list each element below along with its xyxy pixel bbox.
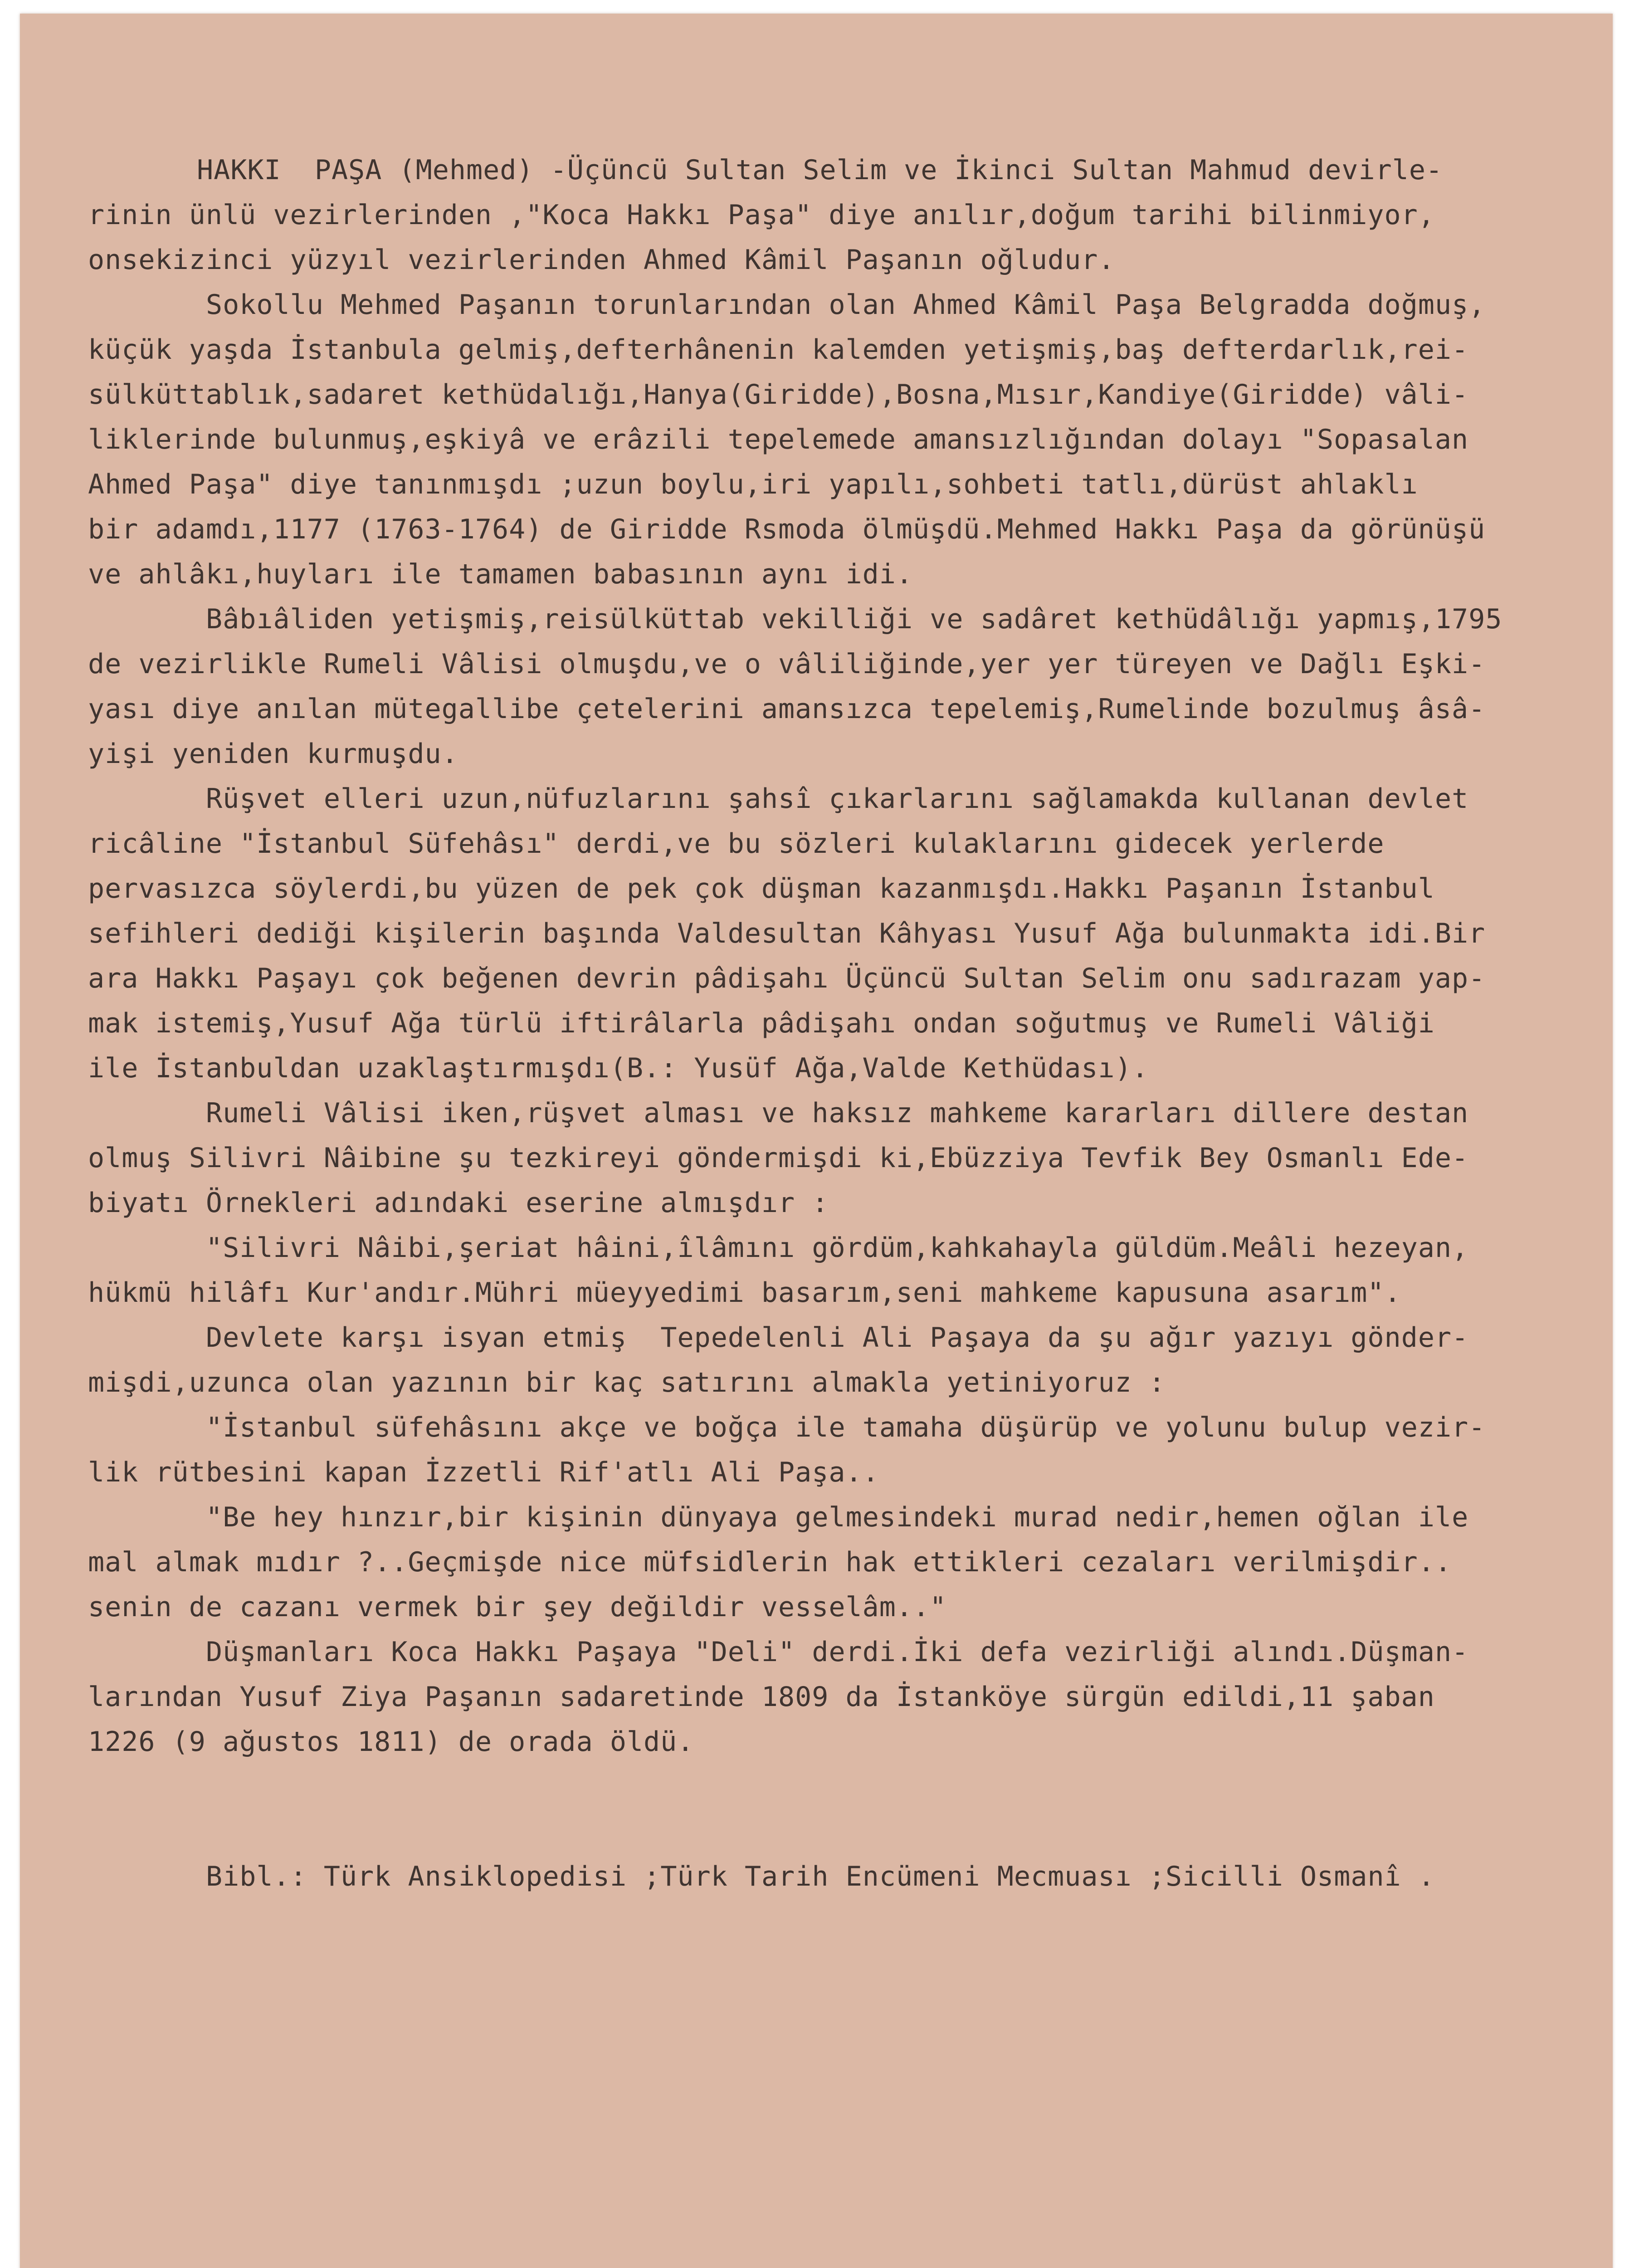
text-line: küçük yaşda İstanbula gelmiş,defterhânenin kalemden yetişmiş,baş defterdarlık,rei- xyxy=(88,334,1469,366)
text-line: "Be hey hınzır,bir kişinin dünyaya gelmesindeki murad nedir,hemen oğlan ile xyxy=(206,1501,1469,1533)
text-line: ara Hakkı Paşayı çok beğenen devrin pâdişahı Üçüncü Sultan Selim onu sadırazam yap- xyxy=(88,963,1486,994)
text-line: mişdi,uzunca olan yazının bir kaç satırını almakla yetiniyoruz : xyxy=(88,1367,1166,1398)
typed-paper-sheet xyxy=(20,14,1613,2268)
text-line: Rumeli Vâlisi iken,rüşvet alması ve haksız mahkeme kararları dillere destan xyxy=(206,1097,1469,1129)
text-line: pervasızca söylerdi,bu yüzen de pek çok düşman kazanmışdı.Hakkı Paşanın İstanbul xyxy=(88,873,1435,904)
text-line: hükmü hilâfı Kur'andır.Mühri müeyyedimi basarım,seni mahkeme kapusuna asarım". xyxy=(88,1277,1401,1309)
text-line: Bâbıâliden yetişmiş,reisülküttab vekilliği ve sadâret kethüdâlığı yapmış,1795 xyxy=(206,603,1502,635)
bibliography: Bibl.: Türk Ansiklopedisi ;Türk Tarih Encümeni Mecmuası ;Sicilli Osmanî . xyxy=(206,1861,1435,1892)
text-line: ricâline "İstanbul Süfehâsı" derdi,ve bu sözleri kulaklarını gidecek yerlerde xyxy=(88,828,1385,860)
text-line: biyatı Örnekleri adındaki eserine almışdır : xyxy=(88,1187,829,1219)
text-line: Rüşvet elleri uzun,nüfuzlarını şahsî çıkarlarını sağlamakda kullanan devlet xyxy=(206,783,1469,815)
blank-space xyxy=(88,1765,1594,1854)
text-line: bir adamdı,1177 (1763-1764) de Giridde Rsmoda ölmüşdü.Mehmed Hakkı Paşa da görünüşü xyxy=(88,513,1486,545)
text-line: Ahmed Paşa" diye tanınmışdı ;uzun boylu,iri yapılı,sohbeti tatlı,dürüst ahlaklı xyxy=(88,469,1418,500)
text-line: mal almak mıdır ?..Geçmişde nice müfsidlerin hak ettikleri cezaları verilmişdir.. xyxy=(88,1546,1452,1578)
text-line: lik rütbesini kapan İzzetli Rif'atlı Ali Paşa.. xyxy=(88,1457,879,1488)
text-line: HAKKI PAŞA (Mehmed) -Üçüncü Sultan Selim ve İkinci Sultan Mahmud devirle- xyxy=(197,154,1443,186)
text-line: yişi yeniden kurmuşdu. xyxy=(88,738,458,770)
document-body xyxy=(88,148,1594,1899)
text-line: sefihleri dediği kişilerin başında Valdesultan Kâhyası Yusuf Ağa bulunmakta idi.Bir xyxy=(88,918,1486,949)
text-line: Sokollu Mehmed Paşanın torunlarından olan Ahmed Kâmil Paşa Belgradda doğmuş, xyxy=(206,289,1486,321)
text-line: rinin ünlü vezirlerinden ,"Koca Hakkı Paşa" diye anılır,doğum tarihi bilinmiyor, xyxy=(88,199,1435,231)
text-line: mak istemiş,Yusuf Ağa türlü iftirâlarla pâdişahı ondan soğutmuş ve Rumeli Vâliği xyxy=(88,1007,1435,1039)
text-line: liklerinde bulunmuş,eşkiyâ ve erâzili tepelemede amansızlığından dolayı "Sopasalan xyxy=(88,424,1469,455)
text-line: larından Yusuf Ziya Paşanın sadaretinde 1809 da İstanköye sürgün edildi,11 şaban xyxy=(88,1681,1435,1713)
text-line: 1226 (9 ağustos 1811) de orada öldü. xyxy=(88,1726,694,1758)
text-line: "İstanbul süfehâsını akçe ve boğça ile tamaha düşürüp ve yolunu bulup vezir- xyxy=(206,1412,1486,1443)
text-line: Düşmanları Koca Hakkı Paşaya "Deli" derdi.İki defa vezirliği alındı.Düşman- xyxy=(206,1636,1469,1668)
text-line: senin de cazanı vermek bir şey değildir vesselâm.." xyxy=(88,1591,947,1623)
text-line: onsekizinci yüzyıl vezirlerinden Ahmed Kâmil Paşanın oğludur. xyxy=(88,244,1115,276)
text-line: Devlete karşı isyan etmiş Tepedelenli Ali Paşaya da şu ağır yazıyı gönder- xyxy=(206,1322,1469,1354)
text-line: ve ahlâkı,huyları ile tamamen babasının aynı idi. xyxy=(88,558,913,590)
text-line: sülküttablık,sadaret kethüdalığı,Hanya(Giridde),Bosna,Mısır,Kandiye(Giridde) vâli- xyxy=(88,379,1469,411)
text-line: ile İstanbuldan uzaklaştırmışdı(B.: Yusüf Ağa,Valde Kethüdası). xyxy=(88,1052,1149,1084)
text-line: "Silivri Nâibi,şeriat hâini,îlâmını gördüm,kahkahayla güldüm.Meâli hezeyan, xyxy=(206,1232,1469,1264)
text-line: yası diye anılan mütegallibe çetelerini amansızca tepelemiş,Rumelinde bozulmuş âsâ- xyxy=(88,693,1486,725)
text-line: olmuş Silivri Nâibine şu tezkireyi göndermişdi ki,Ebüzziya Tevfik Bey Osmanlı Ede- xyxy=(88,1142,1469,1174)
text-line: de vezirlikle Rumeli Vâlisi olmuşdu,ve o vâliliğinde,yer yer türeyen ve Dağlı Eşki- xyxy=(88,648,1486,680)
